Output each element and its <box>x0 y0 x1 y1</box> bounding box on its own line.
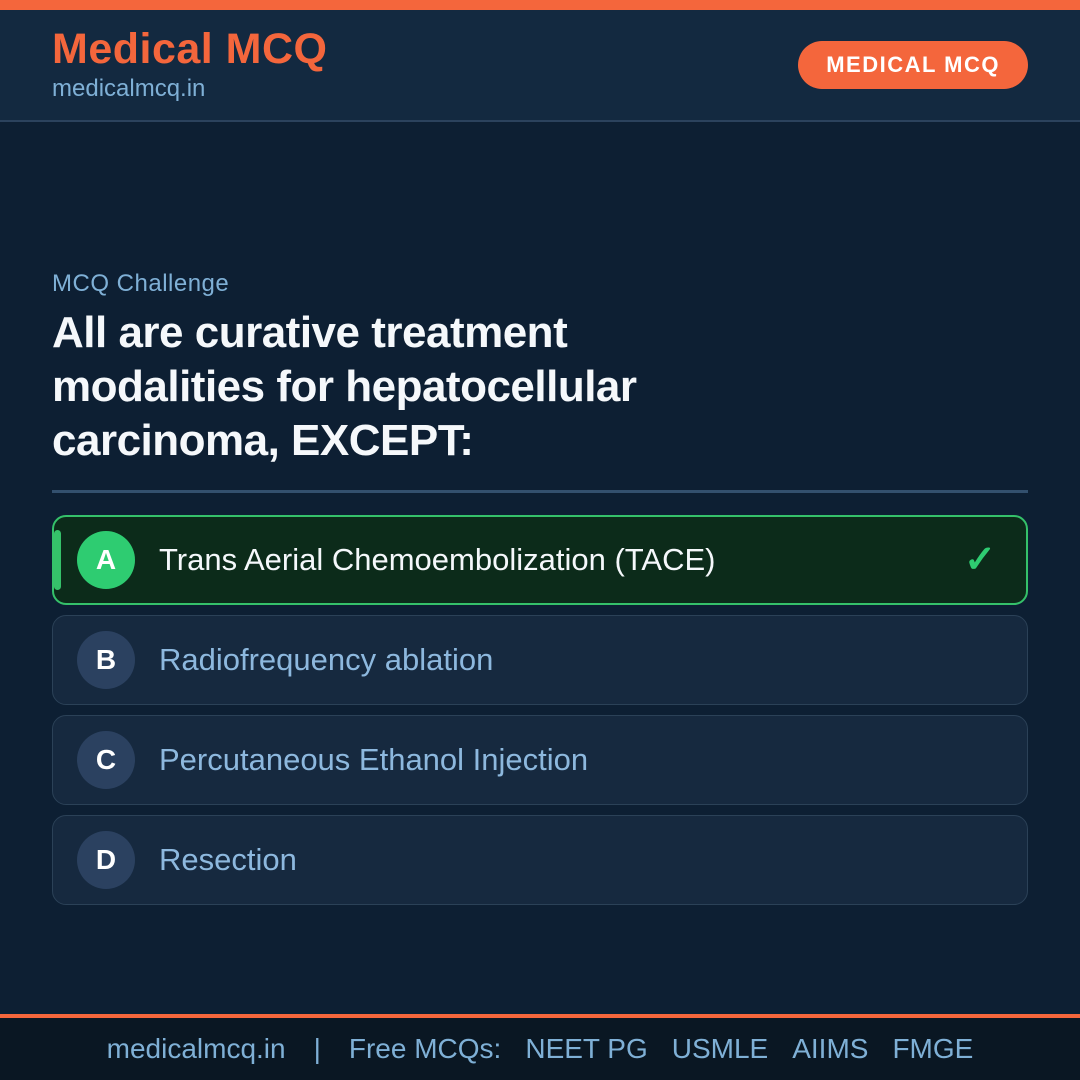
checkmark-icon: ✓ <box>964 539 996 581</box>
option-c-letter-badge: C <box>77 731 135 789</box>
footer-site-url: medicalmcq.in <box>106 1033 286 1064</box>
main-content <box>0 270 1080 905</box>
brand-badge: MEDICAL MCQ <box>798 41 1028 89</box>
footer-exam-neet-pg: NEET PG <box>525 1033 648 1064</box>
question-kicker: MCQ Challenge <box>52 270 230 297</box>
option-a-text: Trans Aerial Chemoembolization (TACE) <box>159 542 716 577</box>
correct-accent-bar <box>54 530 61 590</box>
option-d-letter-badge: D <box>77 831 135 889</box>
option-c[interactable] <box>52 715 1028 805</box>
footer <box>0 1014 1080 1080</box>
footer-label: Free MCQs: <box>348 1033 502 1064</box>
option-a-correct[interactable] <box>52 515 1028 605</box>
question-title-line-3: carcinoma, EXCEPT: <box>52 416 474 465</box>
footer-exam-fmge: FMGE <box>892 1033 974 1064</box>
footer-exam-aiims: AIIMS <box>792 1033 869 1064</box>
question-title-line-1: All are curative treatment <box>52 308 568 357</box>
option-b-text: Radiofrequency ablation <box>159 642 494 677</box>
option-c-text: Percutaneous Ethanol Injection <box>159 742 589 777</box>
brand-block <box>52 27 328 102</box>
question-title <box>52 306 1028 468</box>
question-title-line-2: modalities for hepatocellular <box>52 362 637 411</box>
top-accent-bar <box>0 0 1080 10</box>
header <box>0 10 1080 122</box>
footer-exam-usmle: USMLE <box>671 1033 769 1064</box>
option-b-letter-badge: B <box>77 631 135 689</box>
option-a-letter-badge: A <box>77 531 135 589</box>
option-b[interactable] <box>52 615 1028 705</box>
option-d-text: Resection <box>159 842 297 877</box>
brand-site-url: medicalmcq.in <box>52 74 206 102</box>
footer-strip <box>0 1018 1080 1080</box>
divider <box>52 490 1028 493</box>
options-list <box>52 515 1028 905</box>
footer-separator: | <box>313 1033 321 1064</box>
brand-title: Medical MCQ <box>52 25 328 74</box>
option-d[interactable] <box>52 815 1028 905</box>
